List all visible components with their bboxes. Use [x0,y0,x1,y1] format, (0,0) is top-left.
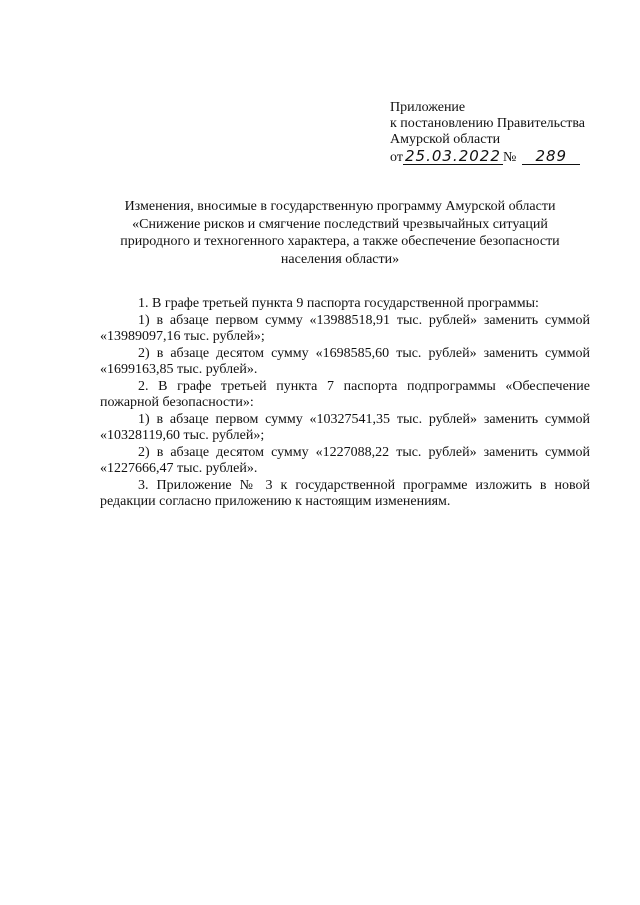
document-body [100,296,590,511]
body-paragraph: 3. Приложение № 3 к государственной программе изложить в новой редакции согласно приложению к настоящим изменениям. [100,477,590,509]
appendix-label: Приложение [390,100,466,115]
title-line: Изменения, вносимые в государственную программу Амурской области [124,199,556,214]
body-paragraph: 2. В графе третьей пункта 7 паспорта подпрограммы «Обеспечение пожарной безопасности»: [100,378,590,410]
handwritten-date: 25.03.2022 [403,148,503,165]
body-paragraph: 1) в абзаце первом сумму «13988518,91 тыс. рублей» заменить суммой «13989097,16 тыс. рублей»; [100,312,590,344]
title-line: населения области» [280,251,400,267]
body-paragraph: 2) в абзаце десятом сумму «1698585,60 тыс. рублей» заменить суммой «1699163,85 тыс. рублей». [100,345,590,377]
date-prefix: от [390,150,403,165]
body-paragraph: 1. В графе третьей пункта 9 паспорта государственной программы: [138,296,539,311]
handwritten-number: 289 [522,148,580,165]
appendix-header [390,100,630,166]
region-name: Амурской области [390,132,501,147]
title-line: природного и техногенного характера, а также обеспечение безопасности [120,234,560,249]
body-paragraph: 2) в абзаце десятом сумму «1227088,22 тыс. рублей» заменить суммой «1227666,47 тыс. рублей». [100,444,590,476]
body-paragraph: 1) в абзаце первом сумму «10327541,35 тыс. рублей» заменить суммой «10328119,60 тыс. рублей»; [100,411,590,443]
resolution-reference: к постановлению Правительства [390,116,586,131]
number-sign: № [502,150,517,165]
document-title [100,198,580,268]
title-line: «Снижение рисков и смягчение последствий чрезвычайных ситуаций [132,216,548,232]
date-number-line [390,148,580,166]
